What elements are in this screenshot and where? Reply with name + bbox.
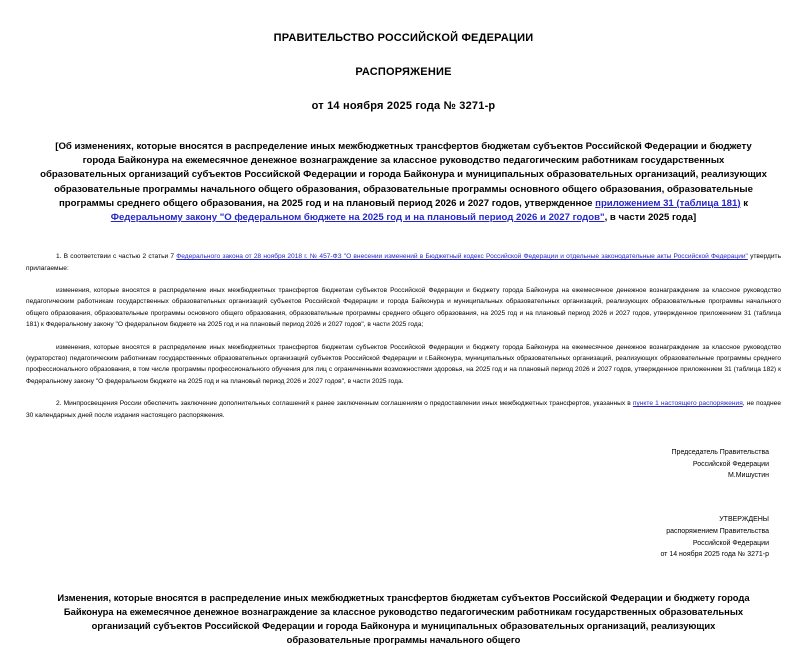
document-kind: РАСПОРЯЖЕНИЕ [355,66,452,78]
paragraph-4-lead: 2. Минпросвещения России обеспечить заключение дополнительных соглашений к ранее заключенным соглашениям о предоставлении иных межбюджетных трансфертов, указанных в [56,400,633,408]
government-title: ПРАВИТЕЛЬСТВО РОССИЙСКОЙ ФЕДЕРАЦИИ [273,32,534,44]
approval-caption: УТВЕРЖДЕНЫ [719,515,769,523]
link-federal-law-457-fz[interactable]: Федерального закона от 28 ноября 2018 г. № 457-ФЗ "О внесении изменений в Бюджетный кодекс Российской Федерации и отдельные законодательные акты Российской Федерации" [176,253,748,261]
paragraph-3: изменения, которые вносятся в распределение иных межбюджетных трансфертов бюджетам субъектов Российской Федерации и бюджету города Байконура на ежемесячное денежное вознаграждение за классное руководство (кураторство) педагогическим работникам государственных образовательных организаций субъектов Российской Федерации и г.Байконура, муниципальных образовательных организаций, реализующих образовательные программы среднего профессионального образования, в том числе программы профессионального обучения для лиц с ограниченными возможностями здоровья, на 2025 год и на плановый период 2026 и 2027 годов, утвержденное приложением 31 (таблица 182) к Федеральному закону "О федеральном бюджете на 2025 год и на плановый период 2026 и 2027 годов", в части 2025 года. [26,343,781,385]
approval-block [18,514,769,561]
paragraph-2: изменения, которые вносятся в распределение иных межбюджетных трансфертов бюджетам субъектов Российской Федерации и бюджету города Байконура на ежемесячное денежное вознаграждение за классное руководство педагогическим работникам государственных образовательных организаций субъектов Российской Федерации и города Байконура и муниципальных образовательных организаций, реализующих образовательные программы начального общего образования, образовательные программы основного общего образования, образовательные программы среднего общего образования, на 2025 год и на плановый период 2026 и 2027 годов, утвержденное приложением 31 (таблица 181) к Федеральному закону "О федеральном бюджете на 2025 год и на плановый период 2026 и 2027 годов", в части 2025 года; [26,287,781,329]
document-title-block [40,140,767,225]
annex-title: Изменения, которые вносятся в распределение иных межбюджетных трансфертов бюджетам субъектов Российской Федерации и бюджету города Байконура на ежемесячное денежное вознаграждение за классное руководство педагогическим работникам государственных образовательных организаций субъектов Российской Федерации и города Байконура и муниципальных образовательных организаций, реализующих образовательные программы начального общего [57,591,750,646]
approval-line-1: распоряжением Правительства [666,528,769,536]
paragraph-4 [26,398,781,421]
document-body [26,251,781,421]
document-header [18,0,789,112]
signature-role-line-2: Российской Федерации [692,460,769,468]
link-prilozhenie-31-tablica-181[interactable]: приложением 31 (таблица 181) [595,197,741,209]
link-punkt-1-nastoyashchego-rasporyazheniya[interactable]: пункте 1 настоящего распоряжения [632,400,743,408]
document-date-number: от 14 ноября 2025 года № 3271-р [311,100,496,112]
approval-line-3: от 14 ноября 2025 года № 3271-р [660,551,769,559]
link-federal-law-budget-2025[interactable]: Федеральному закону "О федеральном бюджете на 2025 год и на плановый период 2026 и 2027 годов" [110,212,605,224]
signature-role-line-1: Председатель Правительства [671,449,769,457]
paragraph-1 [26,251,781,274]
paragraph-1-lead: 1. В соответствии с частью 2 статьи 7 [56,253,177,261]
signature-name: М.Мишустин [727,472,769,480]
title-mid-1: к [740,197,749,209]
title-part-2: , в части 2025 года] [604,212,697,224]
paragraph-4-tail: , не позднее 30 календарных дней после издания настоящего распоряжения. [26,400,782,419]
approval-line-2: Российской Федерации [692,539,769,547]
paragraph-1-tail: утвердить прилагаемые: [26,253,781,272]
title-part-1: [Об изменениях, которые вносятся в распределение иных межбюджетных трансфертов бюджетам субъектов Российской Федерации и бюджету города Байконура на ежемесячное денежное вознаграждение за классное руководство педагогическим работникам государственных образовательных организаций субъектов Российской Федерации и города Байконура и муниципальных образовательных организаций, реализующих образовательные программы начального общего образования, образовательные программы основного общего образования, образовательные программы среднего общего образования, на 2025 год и на плановый период 2026 и 2027 годов, утвержденное [40,141,767,209]
signature-block [18,447,769,482]
